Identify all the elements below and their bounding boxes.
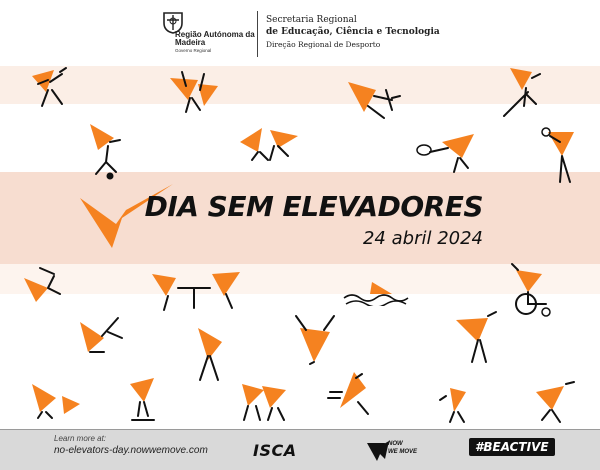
stick-figure-icon — [540, 126, 580, 186]
stick-figure-icon — [28, 382, 84, 420]
event-title: DIA SEM ELEVADORES — [144, 190, 483, 223]
stick-figure-icon — [294, 314, 338, 366]
stick-figure-icon — [78, 312, 126, 356]
stick-figure-icon — [454, 308, 504, 364]
stick-figure-icon — [238, 380, 290, 424]
stick-figure-icon — [502, 64, 554, 118]
directorate: Direção Regional de Desporto — [266, 40, 381, 49]
stick-figure-icon — [84, 122, 130, 180]
stick-figure-icon — [342, 280, 418, 306]
stick-figure-icon — [238, 118, 304, 164]
stick-figure-icon — [346, 76, 402, 122]
event-date: 24 abril 2024 — [362, 228, 483, 249]
stick-figure-icon — [168, 68, 222, 116]
stick-figure-icon — [414, 128, 480, 176]
stick-figure-icon — [506, 262, 558, 318]
stick-figure-icon — [436, 382, 472, 424]
isca-logo: ISCA — [253, 441, 297, 460]
region-government: Governo Regional — [175, 48, 212, 53]
secretariat: Secretaria Regional — [266, 15, 357, 25]
secretariat-area: de Educação, Ciência e Tecnologia — [266, 27, 440, 37]
learn-more-label: Learn more at: — [54, 434, 107, 443]
beactive-badge: #BEACTIVE — [469, 438, 555, 456]
stick-figure-icon — [188, 326, 228, 384]
stick-figure-icon — [150, 268, 244, 312]
stick-figure-icon — [126, 376, 160, 426]
website-link[interactable]: no-elevators-day.nowwemove.com — [54, 445, 208, 456]
stick-figure-icon — [28, 62, 80, 110]
region-name: Região Autónoma da Madeira — [175, 30, 255, 47]
stick-figure-icon — [22, 266, 70, 306]
stick-figure-icon — [326, 368, 382, 418]
stick-figure-icon — [530, 380, 580, 424]
now-we-move-line2: WE MOVE — [388, 449, 418, 455]
now-we-move-line1: NOW — [388, 441, 403, 447]
header-divider — [257, 11, 258, 57]
